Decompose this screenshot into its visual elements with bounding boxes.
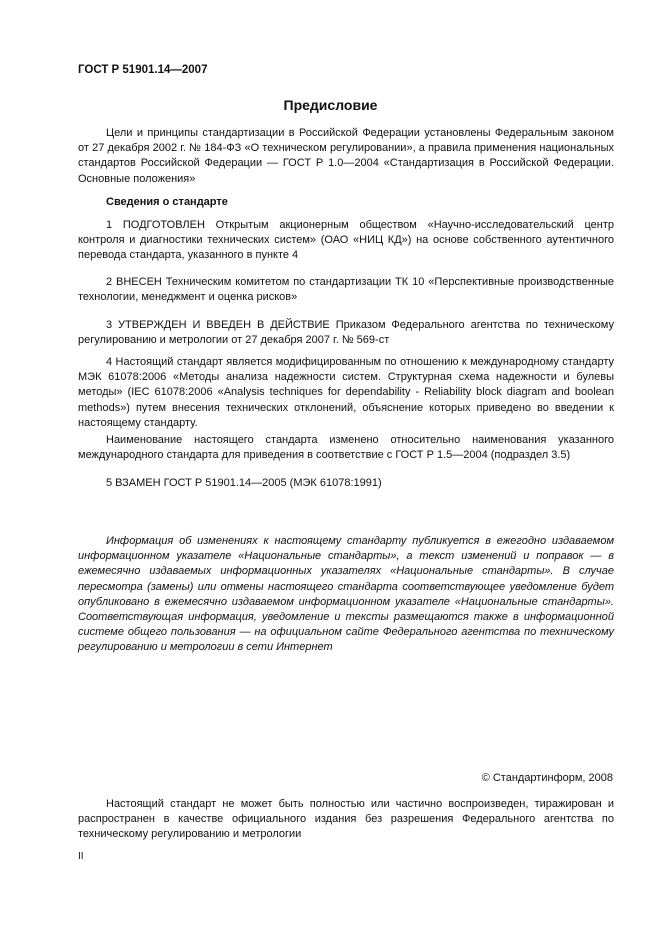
section-heading: Сведения о стандарте <box>106 196 228 208</box>
info-notice: Информация об изменениях к настоящему стандарту публикуется в ежегодно издаваемом информационном указателе «Национальные стандарты», а текст изменений и поправок — в ежемесячно издаваемых информационных указателях «Национальные стандарты». В случае пересмотра (замены) или отмены настоящего стандарта соответствующее уведомление будет опубликовано в ежемесячно издаваемом информационном указателе «Национальные стандарты». Соответствующая информация, уведомление и тексты размещаются также в информационной системе общего пользования — на официальном сайте Федерального агентства по техническому регулированию и метрологии в сети Интернет <box>78 535 614 654</box>
item-introduced: 2 ВНЕСЕН Техническим комитетом по стандартизации ТК 10 «Перспективные производственные технологии, менеджмент и оценка рисков» <box>78 276 614 304</box>
item-approved: 3 УТВЕРЖДЕН И ВВЕДЕН В ДЕЙСТВИЕ Приказом Федерального агентства по техническому регулированию и метрологии от 27 декабря 2007 г. № 569-ст <box>78 319 614 347</box>
reproduction-notice: Настоящий стандарт не может быть полностью или частично воспроизведен, тиражирован и распространен в качестве официального издания без разрешения Федерального агентства по техническому регулированию и метрологии <box>78 798 614 841</box>
item-modified: 4 Настоящий стандарт является модифицированным по отношению к международному стандарту МЭК 61078:2006 «Методы анализа надежности систем. Структурная схема надежности и булевы методы» (IEC 61078:2006 «Analysis techniques for dependability - Reliability block diagram and boolean methods») путем внесения технических отклонений, объяснение которых приведено во введении к настоящему стандарту. <box>78 356 614 429</box>
page-title: Предисловие <box>283 97 378 113</box>
item-replaces: 5 ВЗАМЕН ГОСТ Р 51901.14—2005 (МЭК 61078:1991) <box>106 477 382 489</box>
item-prepared: 1 ПОДГОТОВЛЕН Открытым акционерным обществом «Научно-исследовательский центр контроля и диагностики технических систем» (ОАО «НИЦ КД») на основе собственного аутентичного перевода стандарта, указанного в пункте 4 <box>78 219 614 262</box>
item-name-change: Наименование настоящего стандарта изменено относительно наименования указанного международного стандарта для приведения в соответствие с ГОСТ Р 1.5—2004 (подраздел 3.5) <box>78 434 614 462</box>
copyright: © Стандартинформ, 2008 <box>481 772 613 784</box>
intro-paragraph: Цели и принципы стандартизации в Российской Федерации установлены Федеральным законом от 27 декабря 2002 г. № 184-ФЗ «О техническом регулировании», а правила применения национальных стандартов Российской Федерации — ГОСТ Р 1.0—2004 «Стандартизация в Российской Федерации. Основные положения» <box>78 127 614 185</box>
document-code: ГОСТ Р 51901.14—2007 <box>78 64 208 76</box>
page-number: II <box>78 851 84 862</box>
